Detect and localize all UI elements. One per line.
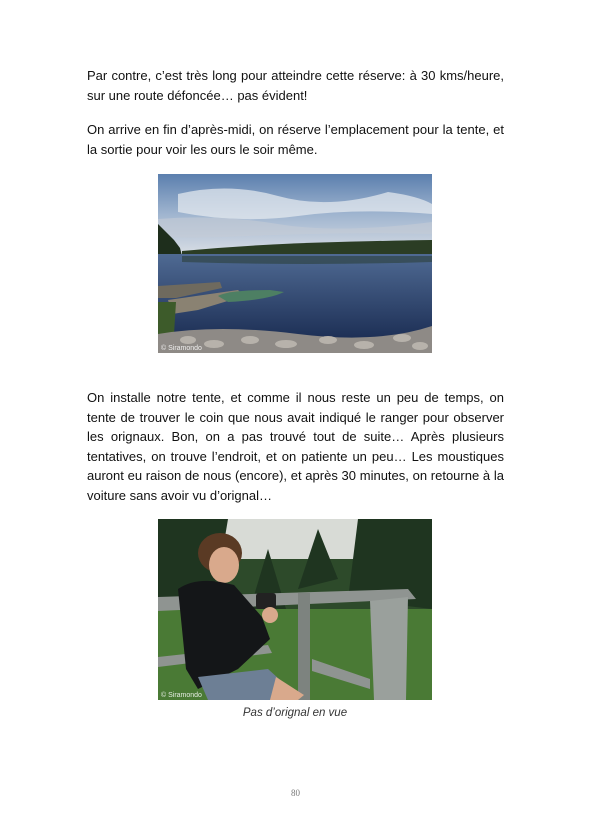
paragraph-road: Par contre, c’est très long pour atteindre cette réserve: à 30 kms/heure, sur une route défoncée… pas évident! bbox=[87, 68, 504, 103]
photo-credit: © Siramondo bbox=[161, 692, 202, 699]
paragraph-moose-search: On installe notre tente, et comme il nous reste un peu de temps, on tente de trouver le coin que nous avait indiqué le ranger pour observer les orignaux. Bon, on a pas trouvé tout de suite… Après plusieurs tentatives, on trouve l’endroit, et on patiente un peu… Les moustiques auront eu raison de nous (encore), et après 30 minutes, on retourne à la voiture sans avoir vu d’orignal… bbox=[87, 390, 504, 503]
photo-credit: © Siramondo bbox=[161, 345, 202, 352]
lake-scene-image bbox=[158, 174, 432, 353]
woman-photo bbox=[158, 519, 432, 700]
paragraph-arrival: On arrive en fin d’après-midi, on réserve l’emplacement pour la tente, et la sortie pour voir les ours le soir même. bbox=[87, 122, 504, 157]
woman-on-observation-deck-image bbox=[158, 519, 432, 700]
photo-caption: Pas d’orignal en vue bbox=[242, 707, 348, 719]
lake-photo bbox=[158, 174, 432, 353]
page-number: 80 bbox=[291, 788, 300, 798]
